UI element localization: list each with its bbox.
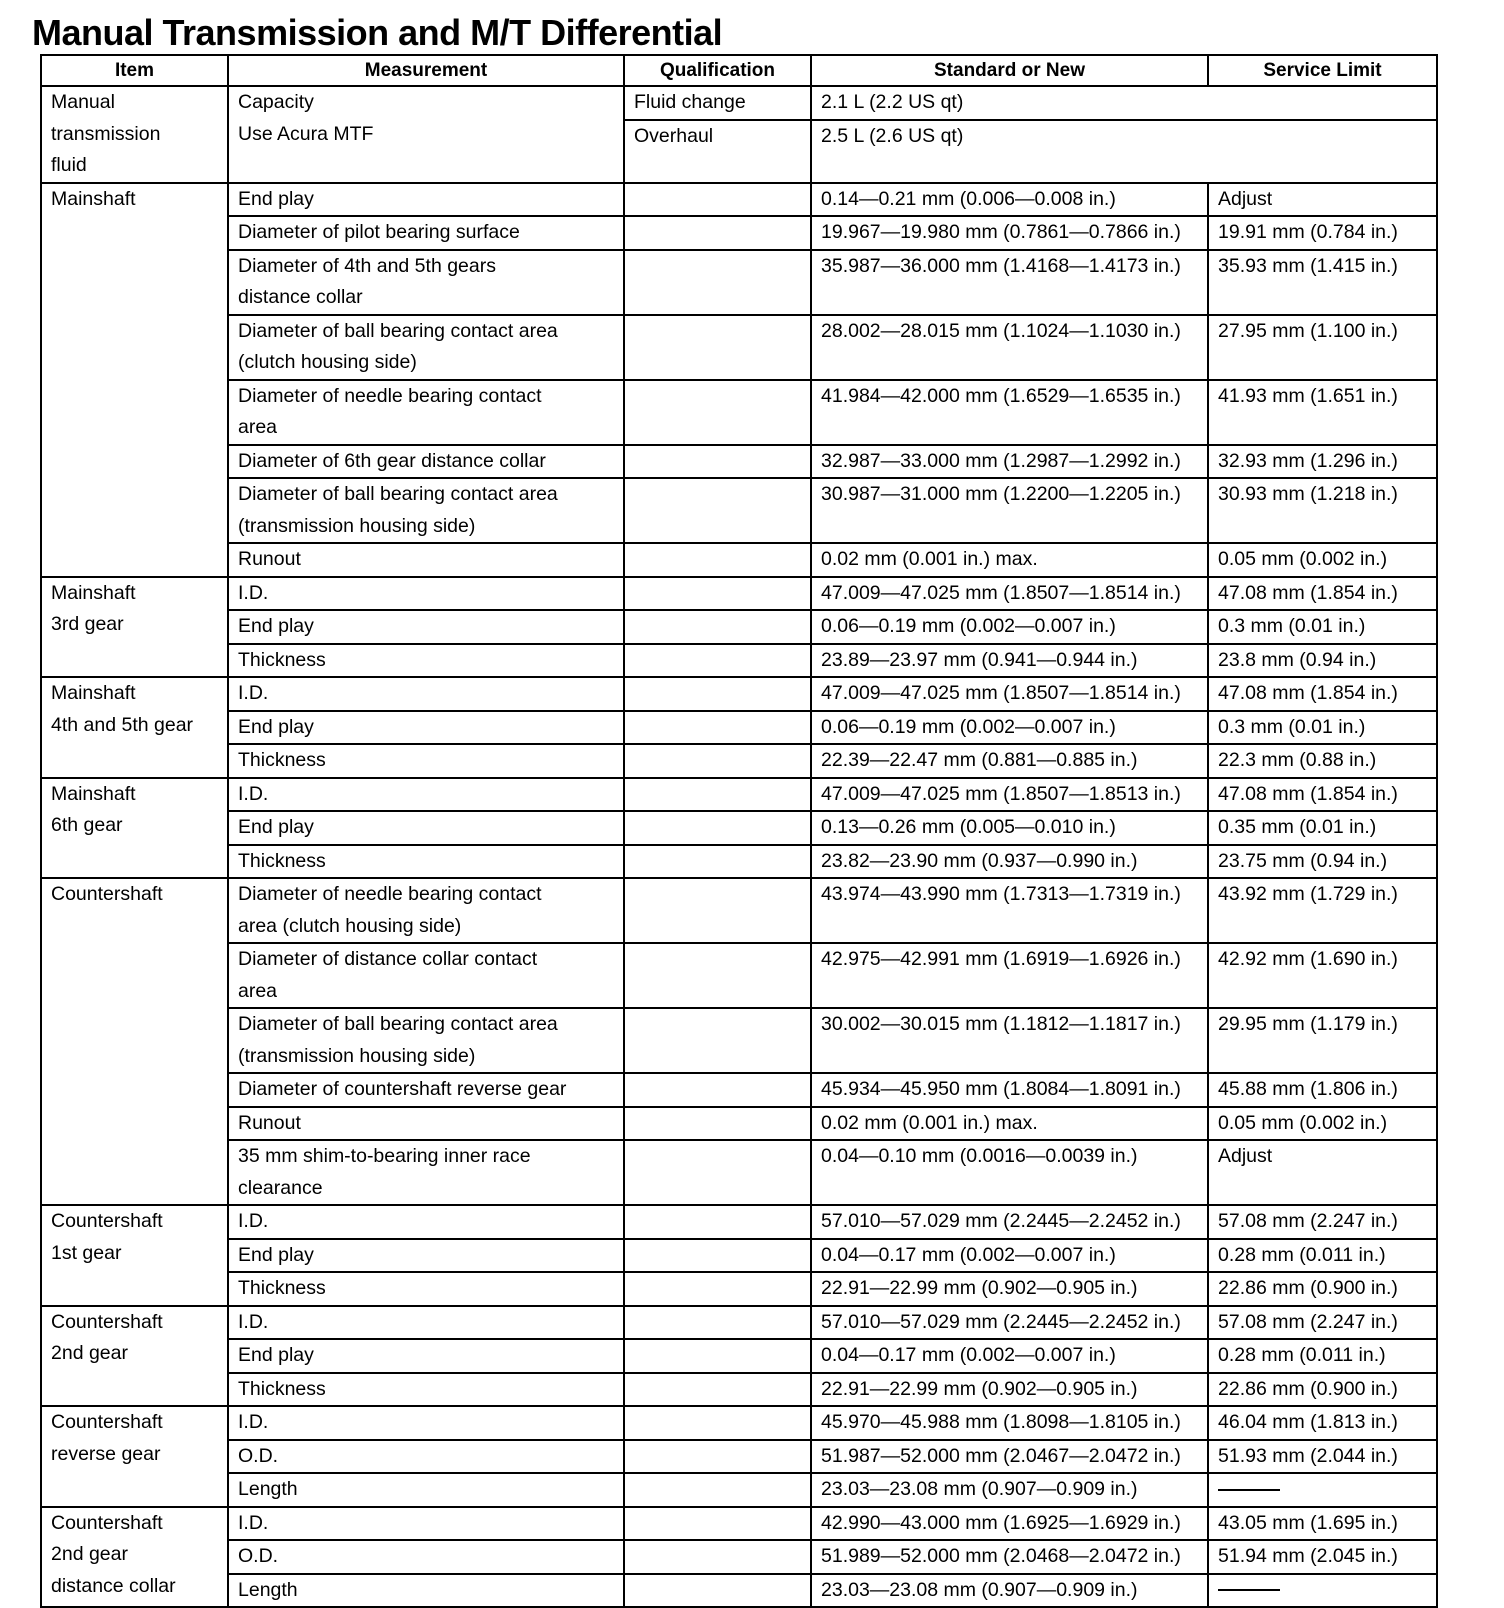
- qualification-cell: [624, 1540, 811, 1574]
- measurement-line: Length: [238, 1478, 298, 1500]
- standard-cell: 51.989—52.000 mm (2.0468—2.0472 in.): [811, 1540, 1208, 1574]
- standard-cell: 23.03—23.08 mm (0.907—0.909 in.): [811, 1574, 1208, 1608]
- item-cell: [41, 577, 228, 678]
- measurement-cell: [228, 250, 624, 315]
- table-row: [41, 1406, 1437, 1440]
- service-limit-cell: 42.92 mm (1.690 in.): [1208, 943, 1437, 1008]
- table-row: [41, 577, 1437, 611]
- service-limit-cell: 22.86 mm (0.900 in.): [1208, 1373, 1437, 1407]
- header-measurement: Measurement: [228, 55, 624, 86]
- measurement-cell: [228, 1073, 624, 1107]
- measurement-line: Diameter of needle bearing contact: [238, 883, 542, 905]
- measurement-cell: [228, 1140, 624, 1205]
- item-cell: [41, 878, 228, 1205]
- service-limit-cell: Adjust: [1208, 1140, 1437, 1205]
- table-row: [41, 878, 1437, 943]
- item-line: Mainshaft: [51, 682, 136, 704]
- qualification-cell: [624, 677, 811, 711]
- standard-cell: 47.009—47.025 mm (1.8507—1.8514 in.): [811, 677, 1208, 711]
- measurement-line: O.D.: [238, 1545, 279, 1567]
- header-standard: Standard or New: [811, 55, 1208, 86]
- item-line: Countershaft: [51, 1210, 163, 1232]
- table-row: [41, 943, 1437, 1008]
- measurement-cell: [228, 711, 624, 745]
- measurement-cell: [228, 744, 624, 778]
- measurement-line: Diameter of 4th and 5th gears: [238, 254, 496, 277]
- item-line: transmission: [51, 122, 161, 145]
- measurement-line: I.D.: [238, 1411, 269, 1433]
- item-line: Countershaft: [51, 1310, 163, 1333]
- qualification-cell: [624, 1406, 811, 1440]
- item-line: Countershaft: [51, 883, 163, 905]
- measurement-line: I.D.: [238, 682, 269, 704]
- qualification-cell: [624, 744, 811, 778]
- service-limit-cell: 43.05 mm (1.695 in.): [1208, 1507, 1437, 1541]
- service-limit-cell: 47.08 mm (1.854 in.): [1208, 677, 1437, 711]
- table-row: [41, 610, 1437, 644]
- qualification-cell: [624, 1239, 811, 1273]
- measurement-line: I.D.: [238, 1310, 269, 1333]
- measurement-line: Thickness: [238, 749, 326, 771]
- service-limit-cell: 19.91 mm (0.784 in.): [1208, 216, 1437, 250]
- measurement-line: End play: [238, 1344, 314, 1366]
- measurement-cell: [228, 445, 624, 479]
- service-limit-cell: 0.3 mm (0.01 in.): [1208, 610, 1437, 644]
- measurement-line: End play: [238, 1243, 314, 1266]
- standard-cell: 30.987—31.000 mm (1.2200—1.2205 in.): [811, 478, 1208, 543]
- qualification-cell: [624, 543, 811, 577]
- measurement-cell: [228, 1507, 624, 1541]
- measurement-cell: [228, 677, 624, 711]
- standard-cell: 0.06—0.19 mm (0.002—0.007 in.): [811, 711, 1208, 745]
- standard-cell: 45.970—45.988 mm (1.8098—1.8105 in.): [811, 1406, 1208, 1440]
- standard-cell: 28.002—28.015 mm (1.1024—1.1030 in.): [811, 315, 1208, 380]
- measurement-line: O.D.: [238, 1444, 279, 1467]
- item-line: 1st gear: [51, 1241, 122, 1264]
- standard-cell: 0.04—0.17 mm (0.002—0.007 in.): [811, 1239, 1208, 1273]
- qualification-cell: Overhaul: [624, 120, 811, 183]
- service-limit-cell: 35.93 mm (1.415 in.): [1208, 250, 1437, 315]
- service-limit-cell: 57.08 mm (2.247 in.): [1208, 1205, 1437, 1239]
- item-line: Countershaft: [51, 1511, 163, 1534]
- standard-cell: 41.984—42.000 mm (1.6529—1.6535 in.): [811, 380, 1208, 445]
- measurement-cell: [228, 1272, 624, 1306]
- qualification-cell: [624, 711, 811, 745]
- service-limit-cell: Adjust: [1208, 183, 1437, 217]
- standard-cell: 23.89—23.97 mm (0.941—0.944 in.): [811, 644, 1208, 678]
- measurement-cell: [228, 1339, 624, 1373]
- service-limit-cell: 30.93 mm (1.218 in.): [1208, 478, 1437, 543]
- item-line: 4th and 5th gear: [51, 713, 194, 736]
- item-line: distance collar: [51, 1574, 176, 1597]
- measurement-line: Use Acura MTF: [238, 122, 374, 145]
- service-limit-cell: 43.92 mm (1.729 in.): [1208, 878, 1437, 943]
- service-limit-cell: 45.88 mm (1.806 in.): [1208, 1073, 1437, 1107]
- measurement-line: Runout: [238, 1111, 301, 1134]
- measurement-line: I.D.: [238, 1210, 269, 1232]
- table-row: [41, 380, 1437, 445]
- measurement-line: End play: [238, 715, 314, 738]
- service-limit-cell: 0.35 mm (0.01 in.): [1208, 811, 1437, 845]
- item-cell: [41, 1507, 228, 1608]
- header-qualification: Qualification: [624, 55, 811, 86]
- standard-cell: 0.02 mm (0.001 in.) max.: [811, 543, 1208, 577]
- measurement-line: Diameter of needle bearing contact: [238, 384, 542, 407]
- qualification-cell: [624, 315, 811, 380]
- table-row: [41, 1440, 1437, 1474]
- measurement-cell: [228, 1205, 624, 1239]
- standard-cell: 35.987—36.000 mm (1.4168—1.4173 in.): [811, 250, 1208, 315]
- service-limit-cell: 51.93 mm (2.044 in.): [1208, 1440, 1437, 1474]
- qualification-cell: [624, 644, 811, 678]
- measurement-line: Diameter of ball bearing contact area: [238, 1013, 558, 1035]
- qualification-cell: [624, 1473, 811, 1507]
- qualification-cell: [624, 1507, 811, 1541]
- measurement-line: I.D.: [238, 581, 269, 604]
- table-row: [41, 744, 1437, 778]
- measurement-line: (clutch housing side): [238, 351, 417, 373]
- table-row: [41, 216, 1437, 250]
- item-cell: [41, 86, 228, 183]
- table-row: [41, 1272, 1437, 1306]
- item-line: 6th gear: [51, 814, 123, 836]
- measurement-cell: [228, 1373, 624, 1407]
- measurement-cell: [228, 778, 624, 812]
- qualification-cell: [624, 445, 811, 479]
- spec-body: [41, 86, 1437, 1607]
- measurement-line: area: [238, 979, 278, 1002]
- table-row: [41, 677, 1437, 711]
- standard-cell: 23.82—23.90 mm (0.937—0.990 in.): [811, 845, 1208, 879]
- measurement-cell: [228, 478, 624, 543]
- table-row: [41, 1507, 1437, 1541]
- measurement-line: Diameter of ball bearing contact area: [238, 483, 558, 505]
- measurement-line: End play: [238, 816, 314, 838]
- measurement-line: Diameter of countershaft reverse gear: [238, 1078, 567, 1100]
- measurement-cell: [228, 380, 624, 445]
- standard-cell: 57.010—57.029 mm (2.2445—2.2452 in.): [811, 1205, 1208, 1239]
- table-row: [41, 811, 1437, 845]
- standard-cell: 47.009—47.025 mm (1.8507—1.8513 in.): [811, 778, 1208, 812]
- standard-cell: 51.987—52.000 mm (2.0467—2.0472 in.): [811, 1440, 1208, 1474]
- table-row: [41, 711, 1437, 745]
- qualification-cell: [624, 1339, 811, 1373]
- standard-cell: 2.5 L (2.6 US qt): [811, 120, 1437, 183]
- measurement-cell: [228, 845, 624, 879]
- standard-cell: 0.04—0.17 mm (0.002—0.007 in.): [811, 1339, 1208, 1373]
- no-limit-dash: [1218, 1489, 1280, 1491]
- standard-cell: 0.06—0.19 mm (0.002—0.007 in.): [811, 610, 1208, 644]
- measurement-line: Thickness: [238, 1377, 326, 1400]
- standard-cell: 0.14—0.21 mm (0.006—0.008 in.): [811, 183, 1208, 217]
- qualification-cell: [624, 845, 811, 879]
- service-limit-cell: 0.05 mm (0.002 in.): [1208, 543, 1437, 577]
- measurement-cell: [228, 1107, 624, 1141]
- service-limit-cell: 57.08 mm (2.247 in.): [1208, 1306, 1437, 1340]
- service-limit-cell: 47.08 mm (1.854 in.): [1208, 778, 1437, 812]
- measurement-cell: [228, 315, 624, 380]
- standard-cell: 42.990—43.000 mm (1.6925—1.6929 in.): [811, 1507, 1208, 1541]
- item-line: fluid: [51, 154, 87, 176]
- measurement-line: Diameter of distance collar contact: [238, 948, 538, 970]
- table-row: [41, 1473, 1437, 1507]
- standard-cell: 22.91—22.99 mm (0.902—0.905 in.): [811, 1373, 1208, 1407]
- item-line: Mainshaft: [51, 581, 136, 604]
- standard-cell: 42.975—42.991 mm (1.6919—1.6926 in.): [811, 943, 1208, 1008]
- qualification-cell: [624, 1073, 811, 1107]
- item-line: 3rd gear: [51, 613, 124, 635]
- qualification-cell: [624, 1107, 811, 1141]
- measurement-line: Thickness: [238, 849, 326, 872]
- measurement-line: End play: [238, 187, 314, 210]
- measurement-cell: [228, 1008, 624, 1073]
- table-row: [41, 644, 1437, 678]
- measurement-line: Diameter of ball bearing contact area: [238, 319, 558, 342]
- service-limit-cell: 0.28 mm (0.011 in.): [1208, 1239, 1437, 1273]
- service-limit-cell: [1208, 1574, 1437, 1608]
- measurement-cell: [228, 811, 624, 845]
- measurement-line: 35 mm shim-to-bearing inner race: [238, 1145, 531, 1167]
- qualification-cell: [624, 216, 811, 250]
- measurement-cell: [228, 86, 624, 183]
- table-row: [41, 1540, 1437, 1574]
- standard-cell: 2.1 L (2.2 US qt): [811, 86, 1437, 120]
- item-line: Manual: [51, 91, 115, 113]
- qualification-cell: [624, 1306, 811, 1340]
- table-row: [41, 778, 1437, 812]
- measurement-line: Thickness: [238, 1277, 326, 1299]
- spec-table: [40, 54, 1438, 1608]
- qualification-cell: [624, 778, 811, 812]
- qualification-cell: [624, 811, 811, 845]
- table-row: [41, 1140, 1437, 1205]
- table-row: [41, 1205, 1437, 1239]
- qualification-cell: [624, 1440, 811, 1474]
- qualification-cell: [624, 1574, 811, 1608]
- measurement-cell: [228, 1239, 624, 1273]
- qualification-cell: [624, 878, 811, 943]
- service-limit-cell: 0.3 mm (0.01 in.): [1208, 711, 1437, 745]
- measurement-line: (transmission housing side): [238, 514, 476, 537]
- no-limit-dash: [1218, 1589, 1280, 1591]
- measurement-cell: [228, 878, 624, 943]
- measurement-cell: [228, 644, 624, 678]
- table-row: [41, 1008, 1437, 1073]
- measurement-line: Diameter of pilot bearing surface: [238, 221, 520, 243]
- header-row: [41, 55, 1437, 86]
- item-cell: [41, 1306, 228, 1407]
- item-cell: [41, 677, 228, 778]
- standard-cell: 57.010—57.029 mm (2.2445—2.2452 in.): [811, 1306, 1208, 1340]
- measurement-line: Length: [238, 1578, 298, 1601]
- qualification-cell: [624, 1373, 811, 1407]
- measurement-cell: [228, 577, 624, 611]
- qualification-cell: [624, 1140, 811, 1205]
- measurement-cell: [228, 1406, 624, 1440]
- service-limit-cell: 27.95 mm (1.100 in.): [1208, 315, 1437, 380]
- measurement-cell: [228, 610, 624, 644]
- measurement-line: Capacity: [238, 91, 314, 113]
- table-row: [41, 1306, 1437, 1340]
- item-cell: [41, 1205, 228, 1306]
- table-row: [41, 315, 1437, 380]
- measurement-line: I.D.: [238, 1511, 269, 1534]
- qualification-cell: [624, 478, 811, 543]
- qualification-cell: [624, 943, 811, 1008]
- standard-cell: 47.009—47.025 mm (1.8507—1.8514 in.): [811, 577, 1208, 611]
- table-row: [41, 1339, 1437, 1373]
- service-limit-cell: 47.08 mm (1.854 in.): [1208, 577, 1437, 611]
- table-row: [41, 1373, 1437, 1407]
- measurement-line: I.D.: [238, 782, 269, 805]
- item-cell: [41, 1406, 228, 1507]
- service-limit-cell: 51.94 mm (2.045 in.): [1208, 1540, 1437, 1574]
- standard-cell: 19.967—19.980 mm (0.7861—0.7866 in.): [811, 216, 1208, 250]
- measurement-cell: [228, 943, 624, 1008]
- measurement-line: End play: [238, 615, 314, 637]
- qualification-cell: [624, 183, 811, 217]
- standard-cell: 0.04—0.10 mm (0.0016—0.0039 in.): [811, 1140, 1208, 1205]
- measurement-cell: [228, 183, 624, 217]
- service-limit-cell: 32.93 mm (1.296 in.): [1208, 445, 1437, 479]
- qualification-cell: [624, 577, 811, 611]
- standard-cell: 0.13—0.26 mm (0.005—0.010 in.): [811, 811, 1208, 845]
- table-row: [41, 1574, 1437, 1608]
- table-row: [41, 478, 1437, 543]
- service-limit-cell: 0.05 mm (0.002 in.): [1208, 1107, 1437, 1141]
- measurement-cell: [228, 543, 624, 577]
- item-line: reverse gear: [51, 1442, 161, 1465]
- measurement-line: area (clutch housing side): [238, 914, 462, 937]
- item-cell: [41, 183, 228, 577]
- measurement-line: area: [238, 416, 278, 438]
- service-limit-cell: [1208, 1473, 1437, 1507]
- page-title: Manual Transmission and M/T Differential: [32, 12, 723, 53]
- header-service-limit: Service Limit: [1208, 55, 1437, 86]
- standard-cell: 30.002—30.015 mm (1.1812—1.1817 in.): [811, 1008, 1208, 1073]
- table-row: [41, 543, 1437, 577]
- table-row: [41, 1073, 1437, 1107]
- service-limit-cell: 23.75 mm (0.94 in.): [1208, 845, 1437, 879]
- measurement-line: distance collar: [238, 286, 363, 308]
- qualification-cell: [624, 380, 811, 445]
- table-row: [41, 86, 1437, 120]
- standard-cell: 22.91—22.99 mm (0.902—0.905 in.): [811, 1272, 1208, 1306]
- table-row: [41, 845, 1437, 879]
- standard-cell: 23.03—23.08 mm (0.907—0.909 in.): [811, 1473, 1208, 1507]
- qualification-cell: [624, 1008, 811, 1073]
- qualification-cell: Fluid change: [624, 86, 811, 120]
- standard-cell: 45.934—45.950 mm (1.8084—1.8091 in.): [811, 1073, 1208, 1107]
- service-limit-cell: 22.3 mm (0.88 in.): [1208, 744, 1437, 778]
- measurement-line: (transmission housing side): [238, 1044, 476, 1067]
- header-item: Item: [41, 55, 228, 86]
- service-limit-cell: 41.93 mm (1.651 in.): [1208, 380, 1437, 445]
- measurement-cell: [228, 1574, 624, 1608]
- table-row: [41, 183, 1437, 217]
- qualification-cell: [624, 250, 811, 315]
- standard-cell: 43.974—43.990 mm (1.7313—1.7319 in.): [811, 878, 1208, 943]
- standard-cell: 0.02 mm (0.001 in.) max.: [811, 1107, 1208, 1141]
- service-limit-cell: 22.86 mm (0.900 in.): [1208, 1272, 1437, 1306]
- service-limit-cell: 29.95 mm (1.179 in.): [1208, 1008, 1437, 1073]
- measurement-cell: [228, 216, 624, 250]
- service-limit-cell: 0.28 mm (0.011 in.): [1208, 1339, 1437, 1373]
- measurement-line: Runout: [238, 548, 301, 570]
- item-line: 2nd gear: [51, 1543, 128, 1565]
- measurement-line: Diameter of 6th gear distance collar: [238, 449, 546, 472]
- qualification-cell: [624, 1205, 811, 1239]
- measurement-cell: [228, 1540, 624, 1574]
- item-line: Countershaft: [51, 1411, 163, 1433]
- standard-cell: 32.987—33.000 mm (1.2987—1.2992 in.): [811, 445, 1208, 479]
- service-limit-cell: 23.8 mm (0.94 in.): [1208, 644, 1437, 678]
- table-row: [41, 1239, 1437, 1273]
- measurement-cell: [228, 1473, 624, 1507]
- service-limit-cell: 46.04 mm (1.813 in.): [1208, 1406, 1437, 1440]
- table-row: [41, 1107, 1437, 1141]
- qualification-cell: [624, 1272, 811, 1306]
- measurement-line: Thickness: [238, 648, 326, 671]
- item-cell: [41, 778, 228, 879]
- item-line: Mainshaft: [51, 187, 136, 210]
- measurement-line: clearance: [238, 1176, 323, 1199]
- measurement-cell: [228, 1440, 624, 1474]
- item-line: 2nd gear: [51, 1342, 128, 1364]
- measurement-cell: [228, 1306, 624, 1340]
- standard-cell: 22.39—22.47 mm (0.881—0.885 in.): [811, 744, 1208, 778]
- table-row: [41, 445, 1437, 479]
- qualification-cell: [624, 610, 811, 644]
- table-row: [41, 250, 1437, 315]
- item-line: Mainshaft: [51, 782, 136, 805]
